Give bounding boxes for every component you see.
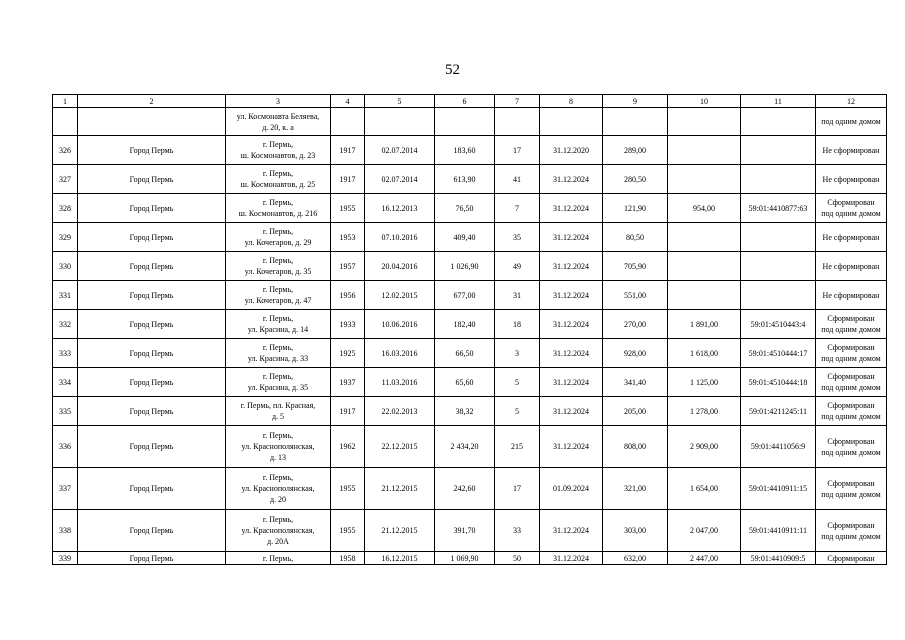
cell-municipality: Город Пермь bbox=[78, 165, 226, 194]
cell-plot-area: 2 047,00 bbox=[668, 510, 741, 552]
cell-inclusion-date: 16.03.2016 bbox=[365, 339, 435, 368]
cell-year-built: 1937 bbox=[331, 368, 365, 397]
cell-area: 2 434,20 bbox=[435, 426, 495, 468]
cell-residents: 50 bbox=[495, 552, 540, 565]
cell-row-number: 329 bbox=[53, 223, 78, 252]
cell-land-area: 321,00 bbox=[603, 468, 668, 510]
cell-plot-area bbox=[668, 108, 741, 136]
cell-cadastral-number: 59:01:4510444:17 bbox=[741, 339, 816, 368]
cell-municipality: Город Пермь bbox=[78, 510, 226, 552]
cell-inclusion-date: 07.10.2016 bbox=[365, 223, 435, 252]
cell-cadastral-number: 59:01:4510443:4 bbox=[741, 310, 816, 339]
cell-address: г. Пермь, ул. Красина, д. 33 bbox=[226, 339, 331, 368]
cell-land-area bbox=[603, 108, 668, 136]
cell-row-number: 337 bbox=[53, 468, 78, 510]
cell-inclusion-date: 11.03.2016 bbox=[365, 368, 435, 397]
cell-cadastral-number: 59:01:4410911:11 bbox=[741, 510, 816, 552]
cell-year-built: 1957 bbox=[331, 252, 365, 281]
cell-inclusion-date: 20.04.2016 bbox=[365, 252, 435, 281]
cell-inclusion-date bbox=[365, 108, 435, 136]
column-header-11: 11 bbox=[741, 95, 816, 108]
cell-plot-area: 1 278,00 bbox=[668, 397, 741, 426]
cell-cadastral-number: 59:01:4410911:15 bbox=[741, 468, 816, 510]
column-header-8: 8 bbox=[540, 95, 603, 108]
cell-area: 391,70 bbox=[435, 510, 495, 552]
cell-residents: 215 bbox=[495, 426, 540, 468]
cell-land-area: 280,50 bbox=[603, 165, 668, 194]
cell-address: г. Пермь, ш. Космонавтов, д. 25 bbox=[226, 165, 331, 194]
cell-plot-status: Не сформирован bbox=[816, 136, 887, 165]
column-header-12: 12 bbox=[816, 95, 887, 108]
cell-cadastral-number: 59:01:4410877:63 bbox=[741, 194, 816, 223]
cell-inclusion-date: 02.07.2014 bbox=[365, 165, 435, 194]
cell-residents: 18 bbox=[495, 310, 540, 339]
cell-address: г. Пермь, ул. Краснополянская, д. 20А bbox=[226, 510, 331, 552]
cell-plot-status: Сформирован под одним домом bbox=[816, 310, 887, 339]
cell-inclusion-date: 21.12.2015 bbox=[365, 468, 435, 510]
cell-land-area: 121,90 bbox=[603, 194, 668, 223]
table-row bbox=[53, 310, 887, 339]
cell-address: г. Пермь, ул. Кочегаров, д. 47 bbox=[226, 281, 331, 310]
cell-cadastral-number bbox=[741, 281, 816, 310]
register-table bbox=[52, 94, 887, 565]
cell-year-built: 1917 bbox=[331, 136, 365, 165]
cell-year-built bbox=[331, 108, 365, 136]
cell-land-area: 341,40 bbox=[603, 368, 668, 397]
cell-cadastral-number bbox=[741, 223, 816, 252]
cell-plot-status: Не сформирован bbox=[816, 165, 887, 194]
cell-area: 409,40 bbox=[435, 223, 495, 252]
cell-residents: 5 bbox=[495, 397, 540, 426]
table-row bbox=[53, 136, 887, 165]
cell-row-number: 338 bbox=[53, 510, 78, 552]
cell-land-area: 303,00 bbox=[603, 510, 668, 552]
cell-municipality: Город Пермь bbox=[78, 468, 226, 510]
cell-address: г. Пермь, ш. Космонавтов, д. 23 bbox=[226, 136, 331, 165]
cell-plot-status: Сформирован под одним домом bbox=[816, 426, 887, 468]
column-header-7: 7 bbox=[495, 95, 540, 108]
cell-row-number: 335 bbox=[53, 397, 78, 426]
cell-cadastral-number bbox=[741, 136, 816, 165]
cell-plot-area bbox=[668, 252, 741, 281]
cell-resettlement-date: 31.12.2024 bbox=[540, 426, 603, 468]
column-header-5: 5 bbox=[365, 95, 435, 108]
cell-inclusion-date: 16.12.2013 bbox=[365, 194, 435, 223]
cell-plot-area: 1 891,00 bbox=[668, 310, 741, 339]
cell-residents: 5 bbox=[495, 368, 540, 397]
cell-municipality bbox=[78, 108, 226, 136]
table-row bbox=[53, 510, 887, 552]
cell-land-area: 705,90 bbox=[603, 252, 668, 281]
cell-plot-area bbox=[668, 136, 741, 165]
cell-inclusion-date: 22.12.2015 bbox=[365, 426, 435, 468]
cell-municipality: Город Пермь bbox=[78, 397, 226, 426]
cell-resettlement-date: 31.12.2024 bbox=[540, 194, 603, 223]
cell-plot-area bbox=[668, 281, 741, 310]
cell-resettlement-date: 31.12.2024 bbox=[540, 281, 603, 310]
cell-land-area: 80,50 bbox=[603, 223, 668, 252]
cell-residents: 49 bbox=[495, 252, 540, 281]
cell-municipality: Город Пермь bbox=[78, 552, 226, 565]
cell-year-built: 1953 bbox=[331, 223, 365, 252]
cell-resettlement-date: 31.12.2024 bbox=[540, 552, 603, 565]
cell-row-number: 330 bbox=[53, 252, 78, 281]
cell-area: 677,00 bbox=[435, 281, 495, 310]
cell-residents bbox=[495, 108, 540, 136]
cell-row-number: 326 bbox=[53, 136, 78, 165]
cell-year-built: 1933 bbox=[331, 310, 365, 339]
cell-land-area: 551,00 bbox=[603, 281, 668, 310]
cell-resettlement-date bbox=[540, 108, 603, 136]
cell-inclusion-date: 12.02.2015 bbox=[365, 281, 435, 310]
cell-plot-status: Сформирован под одним домом bbox=[816, 194, 887, 223]
cell-plot-status: Сформирован под одним домом bbox=[816, 339, 887, 368]
cell-land-area: 205,00 bbox=[603, 397, 668, 426]
cell-area: 66,50 bbox=[435, 339, 495, 368]
cell-area: 182,40 bbox=[435, 310, 495, 339]
cell-municipality: Город Пермь bbox=[78, 426, 226, 468]
cell-year-built: 1955 bbox=[331, 510, 365, 552]
cell-residents: 31 bbox=[495, 281, 540, 310]
cell-row-number: 327 bbox=[53, 165, 78, 194]
cell-plot-status: Сформирован под одним домом bbox=[816, 368, 887, 397]
cell-resettlement-date: 31.12.2024 bbox=[540, 165, 603, 194]
cell-area: 65,60 bbox=[435, 368, 495, 397]
cell-plot-area bbox=[668, 223, 741, 252]
cell-municipality: Город Пермь bbox=[78, 310, 226, 339]
cell-cadastral-number: 59:01:4410909:5 bbox=[741, 552, 816, 565]
cell-municipality: Город Пермь bbox=[78, 368, 226, 397]
cell-land-area: 632,00 bbox=[603, 552, 668, 565]
cell-land-area: 270,00 bbox=[603, 310, 668, 339]
cell-municipality: Город Пермь bbox=[78, 223, 226, 252]
cell-area bbox=[435, 108, 495, 136]
cell-area: 1 026,90 bbox=[435, 252, 495, 281]
cell-year-built: 1925 bbox=[331, 339, 365, 368]
table-row bbox=[53, 165, 887, 194]
cell-year-built: 1917 bbox=[331, 165, 365, 194]
cell-plot-area: 2 447,00 bbox=[668, 552, 741, 565]
cell-plot-area bbox=[668, 165, 741, 194]
cell-resettlement-date: 31.12.2024 bbox=[540, 397, 603, 426]
cell-municipality: Город Пермь bbox=[78, 136, 226, 165]
cell-plot-area: 1 618,00 bbox=[668, 339, 741, 368]
cell-address: г. Пермь, ул. Красина, д. 35 bbox=[226, 368, 331, 397]
cell-municipality: Город Пермь bbox=[78, 339, 226, 368]
cell-area: 183,60 bbox=[435, 136, 495, 165]
table-row bbox=[53, 397, 887, 426]
cell-plot-area: 954,00 bbox=[668, 194, 741, 223]
column-header-1: 1 bbox=[53, 95, 78, 108]
cell-year-built: 1958 bbox=[331, 552, 365, 565]
cell-plot-status: Не сформирован bbox=[816, 252, 887, 281]
cell-area: 242,60 bbox=[435, 468, 495, 510]
cell-row-number: 332 bbox=[53, 310, 78, 339]
cell-year-built: 1955 bbox=[331, 194, 365, 223]
cell-row-number: 331 bbox=[53, 281, 78, 310]
cell-area: 38,32 bbox=[435, 397, 495, 426]
cell-row-number: 333 bbox=[53, 339, 78, 368]
cell-resettlement-date: 31.12.2024 bbox=[540, 252, 603, 281]
cell-address: г. Пермь, bbox=[226, 552, 331, 565]
cell-residents: 33 bbox=[495, 510, 540, 552]
table-row bbox=[53, 108, 887, 136]
cell-year-built: 1917 bbox=[331, 397, 365, 426]
table-row bbox=[53, 368, 887, 397]
cell-plot-status: Сформирован bbox=[816, 552, 887, 565]
cell-plot-area: 1 654,00 bbox=[668, 468, 741, 510]
cell-land-area: 808,00 bbox=[603, 426, 668, 468]
cell-plot-status: Не сформирован bbox=[816, 223, 887, 252]
cell-row-number bbox=[53, 108, 78, 136]
cell-resettlement-date: 31.12.2024 bbox=[540, 310, 603, 339]
cell-land-area: 289,00 bbox=[603, 136, 668, 165]
cell-resettlement-date: 31.12.2024 bbox=[540, 510, 603, 552]
cell-row-number: 336 bbox=[53, 426, 78, 468]
column-header-4: 4 bbox=[331, 95, 365, 108]
cell-plot-status: Сформирован под одним домом bbox=[816, 510, 887, 552]
cell-cadastral-number bbox=[741, 108, 816, 136]
cell-row-number: 339 bbox=[53, 552, 78, 565]
cell-inclusion-date: 16.12.2015 bbox=[365, 552, 435, 565]
cell-address: г. Пермь, ул. Кочегаров, д. 35 bbox=[226, 252, 331, 281]
cell-address: г. Пермь, пл. Красная, д. 5 bbox=[226, 397, 331, 426]
cell-resettlement-date: 31.12.2024 bbox=[540, 368, 603, 397]
cell-address: ул. Космонавта Беляева, д. 20, к. а bbox=[226, 108, 331, 136]
table-row bbox=[53, 223, 887, 252]
cell-address: г. Пермь, ш. Космонавтов, д. 216 bbox=[226, 194, 331, 223]
cell-resettlement-date: 31.12.2024 bbox=[540, 223, 603, 252]
cell-plot-status: Сформирован под одним домом bbox=[816, 468, 887, 510]
cell-year-built: 1956 bbox=[331, 281, 365, 310]
cell-plot-status: Сформирован под одним домом bbox=[816, 397, 887, 426]
cell-inclusion-date: 02.07.2014 bbox=[365, 136, 435, 165]
cell-address: г. Пермь, ул. Кочегаров, д. 29 bbox=[226, 223, 331, 252]
cell-residents: 35 bbox=[495, 223, 540, 252]
cell-cadastral-number: 59:01:4211245:11 bbox=[741, 397, 816, 426]
table-header-row bbox=[53, 95, 887, 108]
column-header-2: 2 bbox=[78, 95, 226, 108]
table-row bbox=[53, 468, 887, 510]
cell-residents: 3 bbox=[495, 339, 540, 368]
cell-cadastral-number bbox=[741, 165, 816, 194]
cell-municipality: Город Пермь bbox=[78, 194, 226, 223]
cell-municipality: Город Пермь bbox=[78, 281, 226, 310]
cell-plot-area: 2 909,00 bbox=[668, 426, 741, 468]
cell-inclusion-date: 10.06.2016 bbox=[365, 310, 435, 339]
cell-plot-status: Не сформирован bbox=[816, 281, 887, 310]
cell-address: г. Пермь, ул. Краснополянская, д. 13 bbox=[226, 426, 331, 468]
cell-residents: 17 bbox=[495, 136, 540, 165]
page-number: 52 bbox=[445, 62, 460, 78]
cell-year-built: 1962 bbox=[331, 426, 365, 468]
cell-inclusion-date: 22.02.2013 bbox=[365, 397, 435, 426]
cell-area: 613,90 bbox=[435, 165, 495, 194]
cell-residents: 41 bbox=[495, 165, 540, 194]
table-row bbox=[53, 281, 887, 310]
table-row bbox=[53, 194, 887, 223]
cell-cadastral-number: 59:01:4411056:9 bbox=[741, 426, 816, 468]
cell-area: 1 069,90 bbox=[435, 552, 495, 565]
cell-residents: 7 bbox=[495, 194, 540, 223]
column-header-6: 6 bbox=[435, 95, 495, 108]
cell-land-area: 928,00 bbox=[603, 339, 668, 368]
cell-row-number: 328 bbox=[53, 194, 78, 223]
cell-municipality: Город Пермь bbox=[78, 252, 226, 281]
cell-cadastral-number bbox=[741, 252, 816, 281]
cell-plot-area: 1 125,00 bbox=[668, 368, 741, 397]
cell-resettlement-date: 31.12.2024 bbox=[540, 339, 603, 368]
table-row bbox=[53, 552, 887, 565]
table-row bbox=[53, 339, 887, 368]
cell-resettlement-date: 01.09.2024 bbox=[540, 468, 603, 510]
cell-year-built: 1955 bbox=[331, 468, 365, 510]
column-header-9: 9 bbox=[603, 95, 668, 108]
cell-residents: 17 bbox=[495, 468, 540, 510]
cell-inclusion-date: 21.12.2015 bbox=[365, 510, 435, 552]
table-body bbox=[53, 95, 887, 565]
cell-plot-status: под одним домом bbox=[816, 108, 887, 136]
cell-cadastral-number: 59:01:4510444:18 bbox=[741, 368, 816, 397]
column-header-10: 10 bbox=[668, 95, 741, 108]
cell-address: г. Пермь, ул. Краснополянская, д. 20 bbox=[226, 468, 331, 510]
cell-address: г. Пермь, ул. Красина, д. 14 bbox=[226, 310, 331, 339]
cell-row-number: 334 bbox=[53, 368, 78, 397]
cell-area: 76,50 bbox=[435, 194, 495, 223]
table-row bbox=[53, 252, 887, 281]
table-row bbox=[53, 426, 887, 468]
cell-resettlement-date: 31.12.2020 bbox=[540, 136, 603, 165]
column-header-3: 3 bbox=[226, 95, 331, 108]
